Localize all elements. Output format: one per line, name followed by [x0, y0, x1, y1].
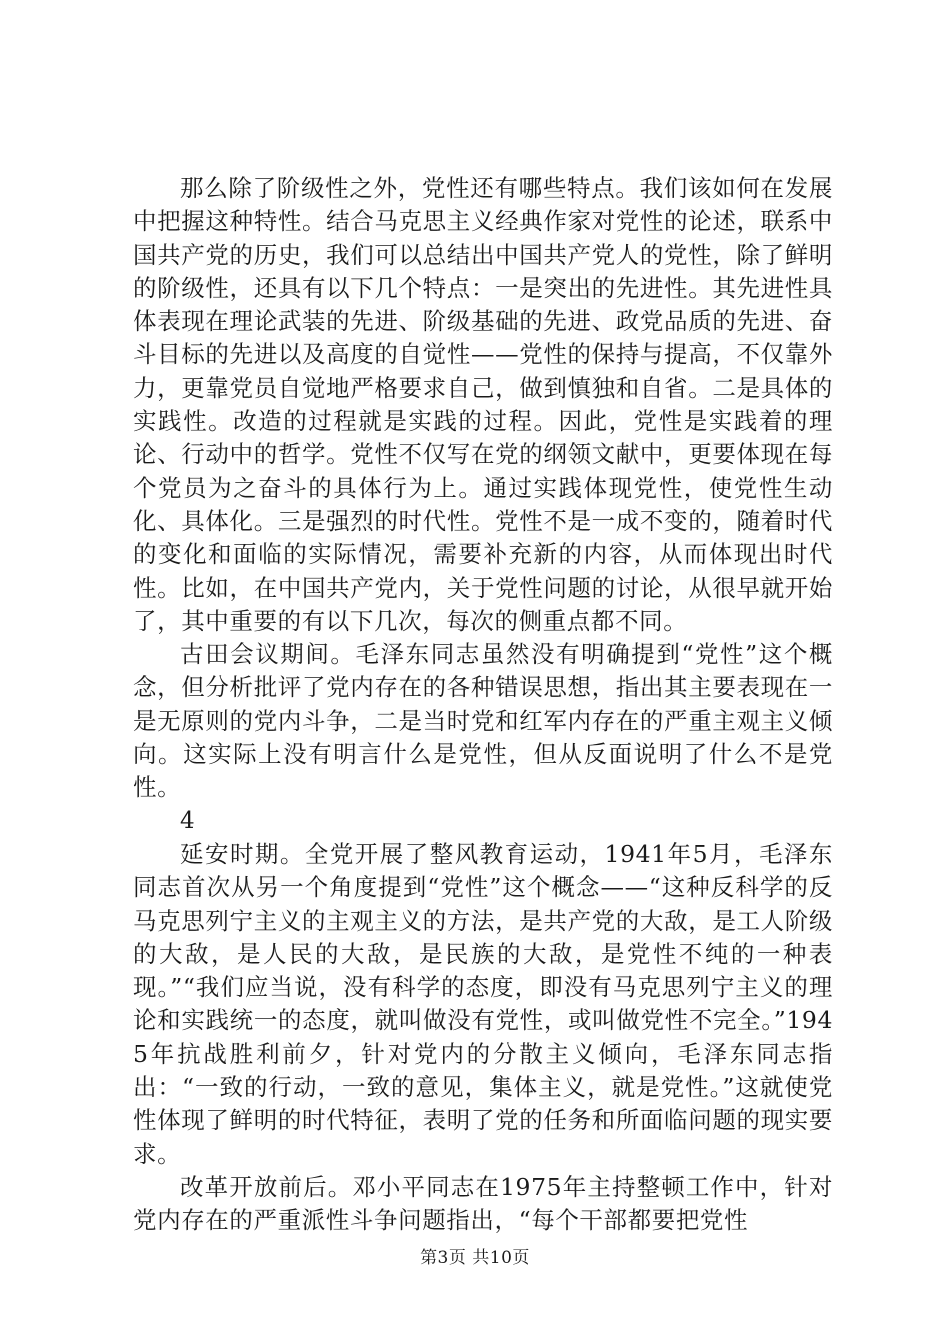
page-footer: 第3页 共10页: [420, 1248, 530, 1268]
page-number-marker: 4: [180, 807, 195, 834]
document-body: [133, 172, 833, 1238]
paragraph-reform-opening: 改革开放前后。邓小平同志在1975年主持整顿工作中，针对党内存在的严重派性斗争问题指出，“每个干部都要把党性: [133, 1172, 833, 1235]
paragraph-yanan-period: 延安时期。全党开展了整风教育运动，1941年5月，毛泽东同志首次从另一个角度提到“党性”这个概念——“这种反科学的反马克思列宁主义的主观主义的方法，是共产党的大敌，是工人阶级的大敌，是人民的大敌，是民族的大敌，是党性不纯的一种表现。”“我们应当说，没有科学的态度，即没有马克思列宁主义的理论和实践统一的态度，就叫做没有党性，或叫做党性不完全。”1945年抗战胜利前夕，针对党内的分散主义倾向，毛泽东同志指出：“一致的行动，一致的意见，集体主义，就是党性。”这就使党性体现了鲜明的时代特征，表明了党的任务和所面临问题的现实要求。: [133, 839, 833, 1168]
paragraph-party-spirit-features: 那么除了阶级性之外，党性还有哪些特点。我们该如何在发展中把握这种特性。结合马克思主义经典作家对党性的论述，联系中国共产党的历史，我们可以总结出中国共产党人的党性，除了鲜明的阶级性，还具有以下几个特点：一是突出的先进性。其先进性具体表现在理论武装的先进、阶级基础的先进、政党品质的先进、奋斗目标的先进以及高度的自觉性——党性的保持与提高，不仅靠外力，更靠党员自觉地严格要求自己，做到慎独和自省。二是具体的实践性。改造的过程就是实践的过程。因此，党性是实践着的理论、行动中的哲学。党性不仅写在党的纲领文献中，更要体现在每个党员为之奋斗的具体行为上。通过实践体现党性，使党性生动化、具体化。三是强烈的时代性。党性不是一成不变的，随着时代的变化和面临的实际情况，需要补充新的内容，从而体现出时代性。比如，在中国共产党内，关于党性问题的讨论，从很早就开始了，其中重要的有以下几次，每次的侧重点都不同。: [133, 174, 833, 635]
paragraph-gutian-conference: 古田会议期间。毛泽东同志虽然没有明确提到“党性”这个概念，但分析批评了党内存在的各种错误思想，指出其主要表现在一是无原则的党内斗争，二是当时党和红军内存在的严重主观主义倾向。这实际上没有明言什么是党性，但从反面说明了什么不是党性。: [133, 640, 833, 802]
